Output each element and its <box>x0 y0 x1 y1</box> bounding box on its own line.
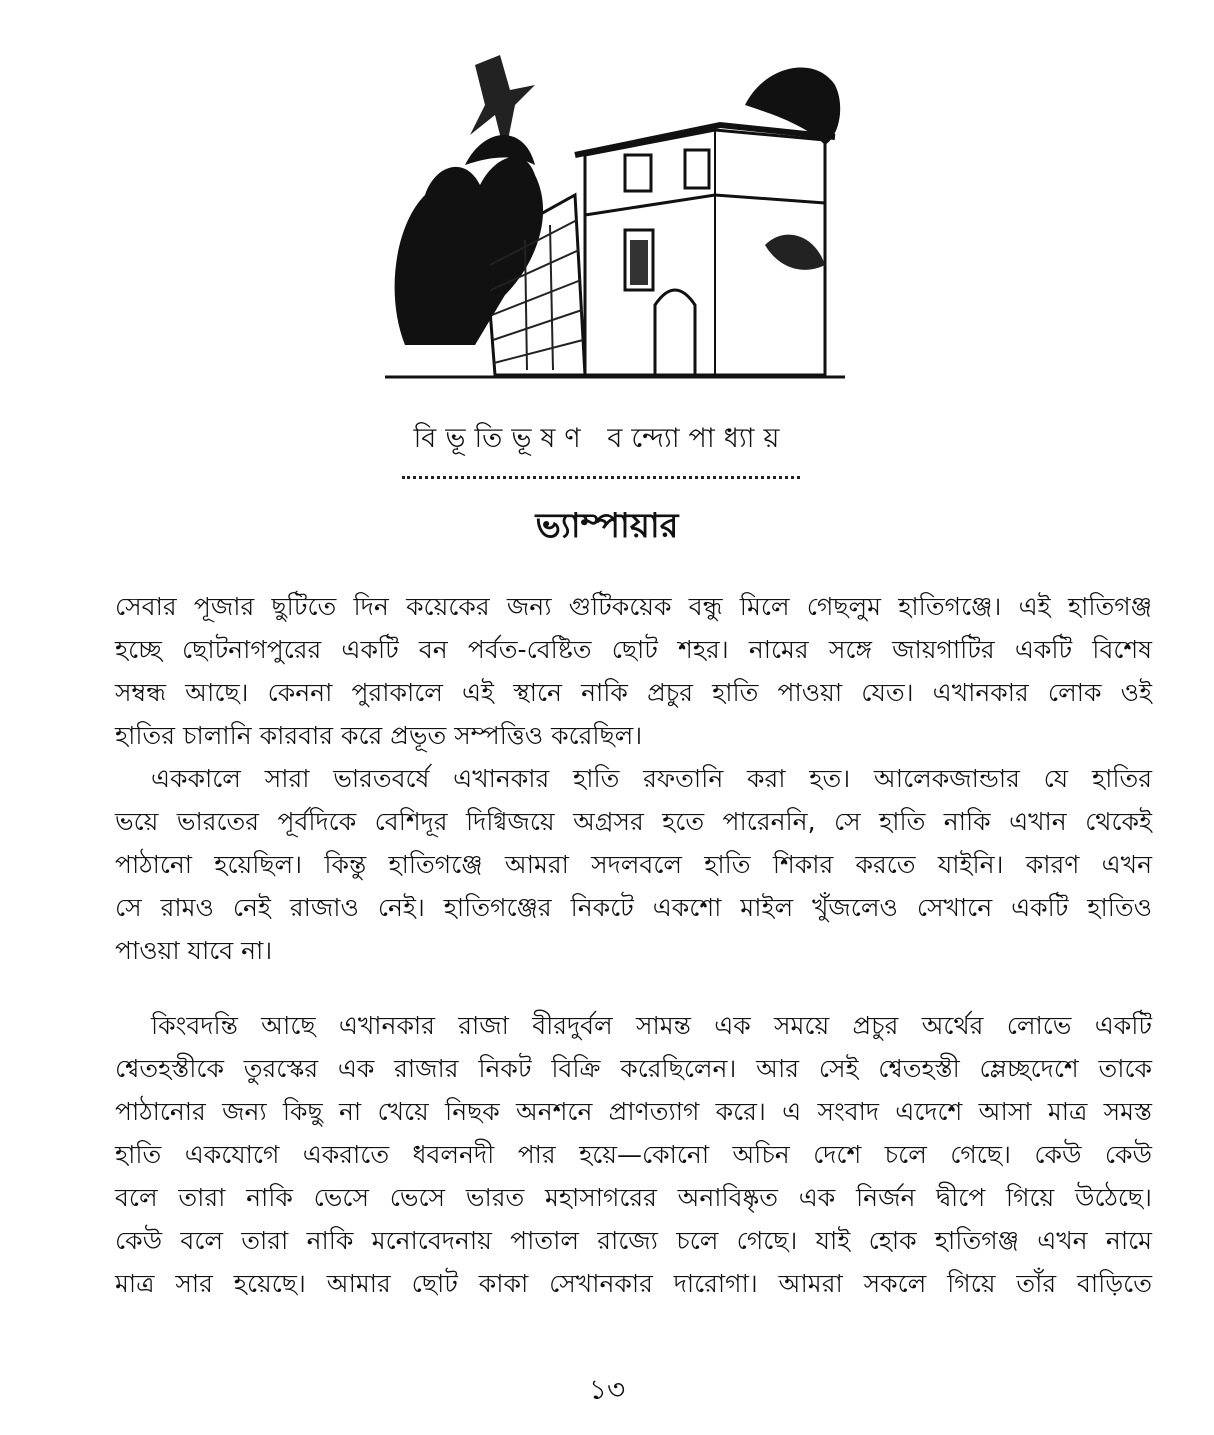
text-line: পাঠানোর জন্য কিছু না খেয়ে নিছক অনশনে প্রাণত্যাগ করে। এ সংবাদ এদেশে আসা মাত্র সমস্ত <box>115 1097 1152 1126</box>
text-line: সেবার পূজার ছুটিতে দিন কয়েকের জন্য গুটিকয়েক বন্ধু মিলে গেছলুম হাতিগঞ্জে। এই হাতিগঞ্জ <box>115 592 1152 621</box>
text-line: ভয়ে ভারতের পূর্বদিকে বেশিদূর দিগ্বিজয়ে অগ্রসর হতে পারেননি, সে হাতি নাকি এখান থেকেই <box>115 807 1152 836</box>
text-line: পাওয়া যাবে না। <box>115 936 273 965</box>
text-line: কেউ বলে তারা নাকি মনোবেদনায় পাতাল রাজ্যে চলে গেছে। যাই হোক হাতিগঞ্জ এখন নামে <box>115 1226 1152 1255</box>
text-line: হাতির চালানি কারবার করে প্রভূত সম্পত্তিও করেছিল। <box>115 721 643 750</box>
page-number: ১৩ <box>588 1373 626 1406</box>
paragraph <box>115 1004 1152 1305</box>
paragraph <box>115 757 1152 972</box>
story-title: ভ্যাম্পায়ার <box>535 506 679 546</box>
text-line: হাতি একযোগে একরাতে ধবলনদী পার হয়ে—কোনো অচিন দেশে চলে গেছে। কেউ কেউ <box>115 1140 1152 1169</box>
header-illustration <box>385 45 845 395</box>
text-line: হচ্ছে ছোটনাগপুরের একটি বন পর্বত-বেষ্টিত ছোট শহর। নামের সঙ্গে জায়গাটির একটি বিশেষ <box>115 635 1152 664</box>
tree-left <box>395 55 543 345</box>
text-line: এককালে সারা ভারতবর্ষে এখানকার হাতি রফতানি করা হত। আলেকজান্ডার যে হাতির <box>151 764 1152 793</box>
text-line: সে রামও নেই রাজাও নেই। হাতিগঞ্জের নিকটে একশো মাইল খুঁজলেও সেখানে একটি হাতিও <box>115 893 1152 922</box>
text-line: মাত্র সার হয়েছে। আমার ছোট কাকা সেখানকার দারোগা। আমরা সকলে গিয়ে তাঁর বাড়িতে <box>115 1269 1152 1298</box>
text-line: বলে তারা নাকি ভেসে ভেসে ভারত মহাসাগরের অনাবিষ্কৃত এক নির্জন দ্বীপে গিয়ে উঠেছে। <box>115 1183 1152 1212</box>
author-name: বিভূতিভূষণ বন্দ্যোপাধ্যায় <box>413 423 789 454</box>
text-line: সম্বন্ধ আছে। কেননা পুরাকালে এই স্থানে নাকি প্রচুর হাতি পাওয়া যেত। এখানকার লোক ওই <box>115 678 1152 707</box>
story-body <box>115 585 1152 1305</box>
dotted-divider <box>402 476 800 479</box>
text-line: শ্বেতহস্তীকে তুরস্কের এক রাজার নিকট বিক্রি করেছিলেন। আর সেই শ্বেতহস্তী ম্লেচ্ছদেশে তাকে <box>115 1054 1152 1083</box>
text-line: কিংবদন্তি আছে এখানকার রাজা বীরদুর্বল সামন্ত এক সময়ে প্রচুর অর্থের লোভে একটি <box>151 1011 1152 1040</box>
text-line: পাঠানো হয়েছিল। কিন্তু হাতিগঞ্জে আমরা সদলবলে হাতি শিকার করতে যাইনি। কারণ এখন <box>115 850 1152 879</box>
paragraph <box>115 585 1152 757</box>
